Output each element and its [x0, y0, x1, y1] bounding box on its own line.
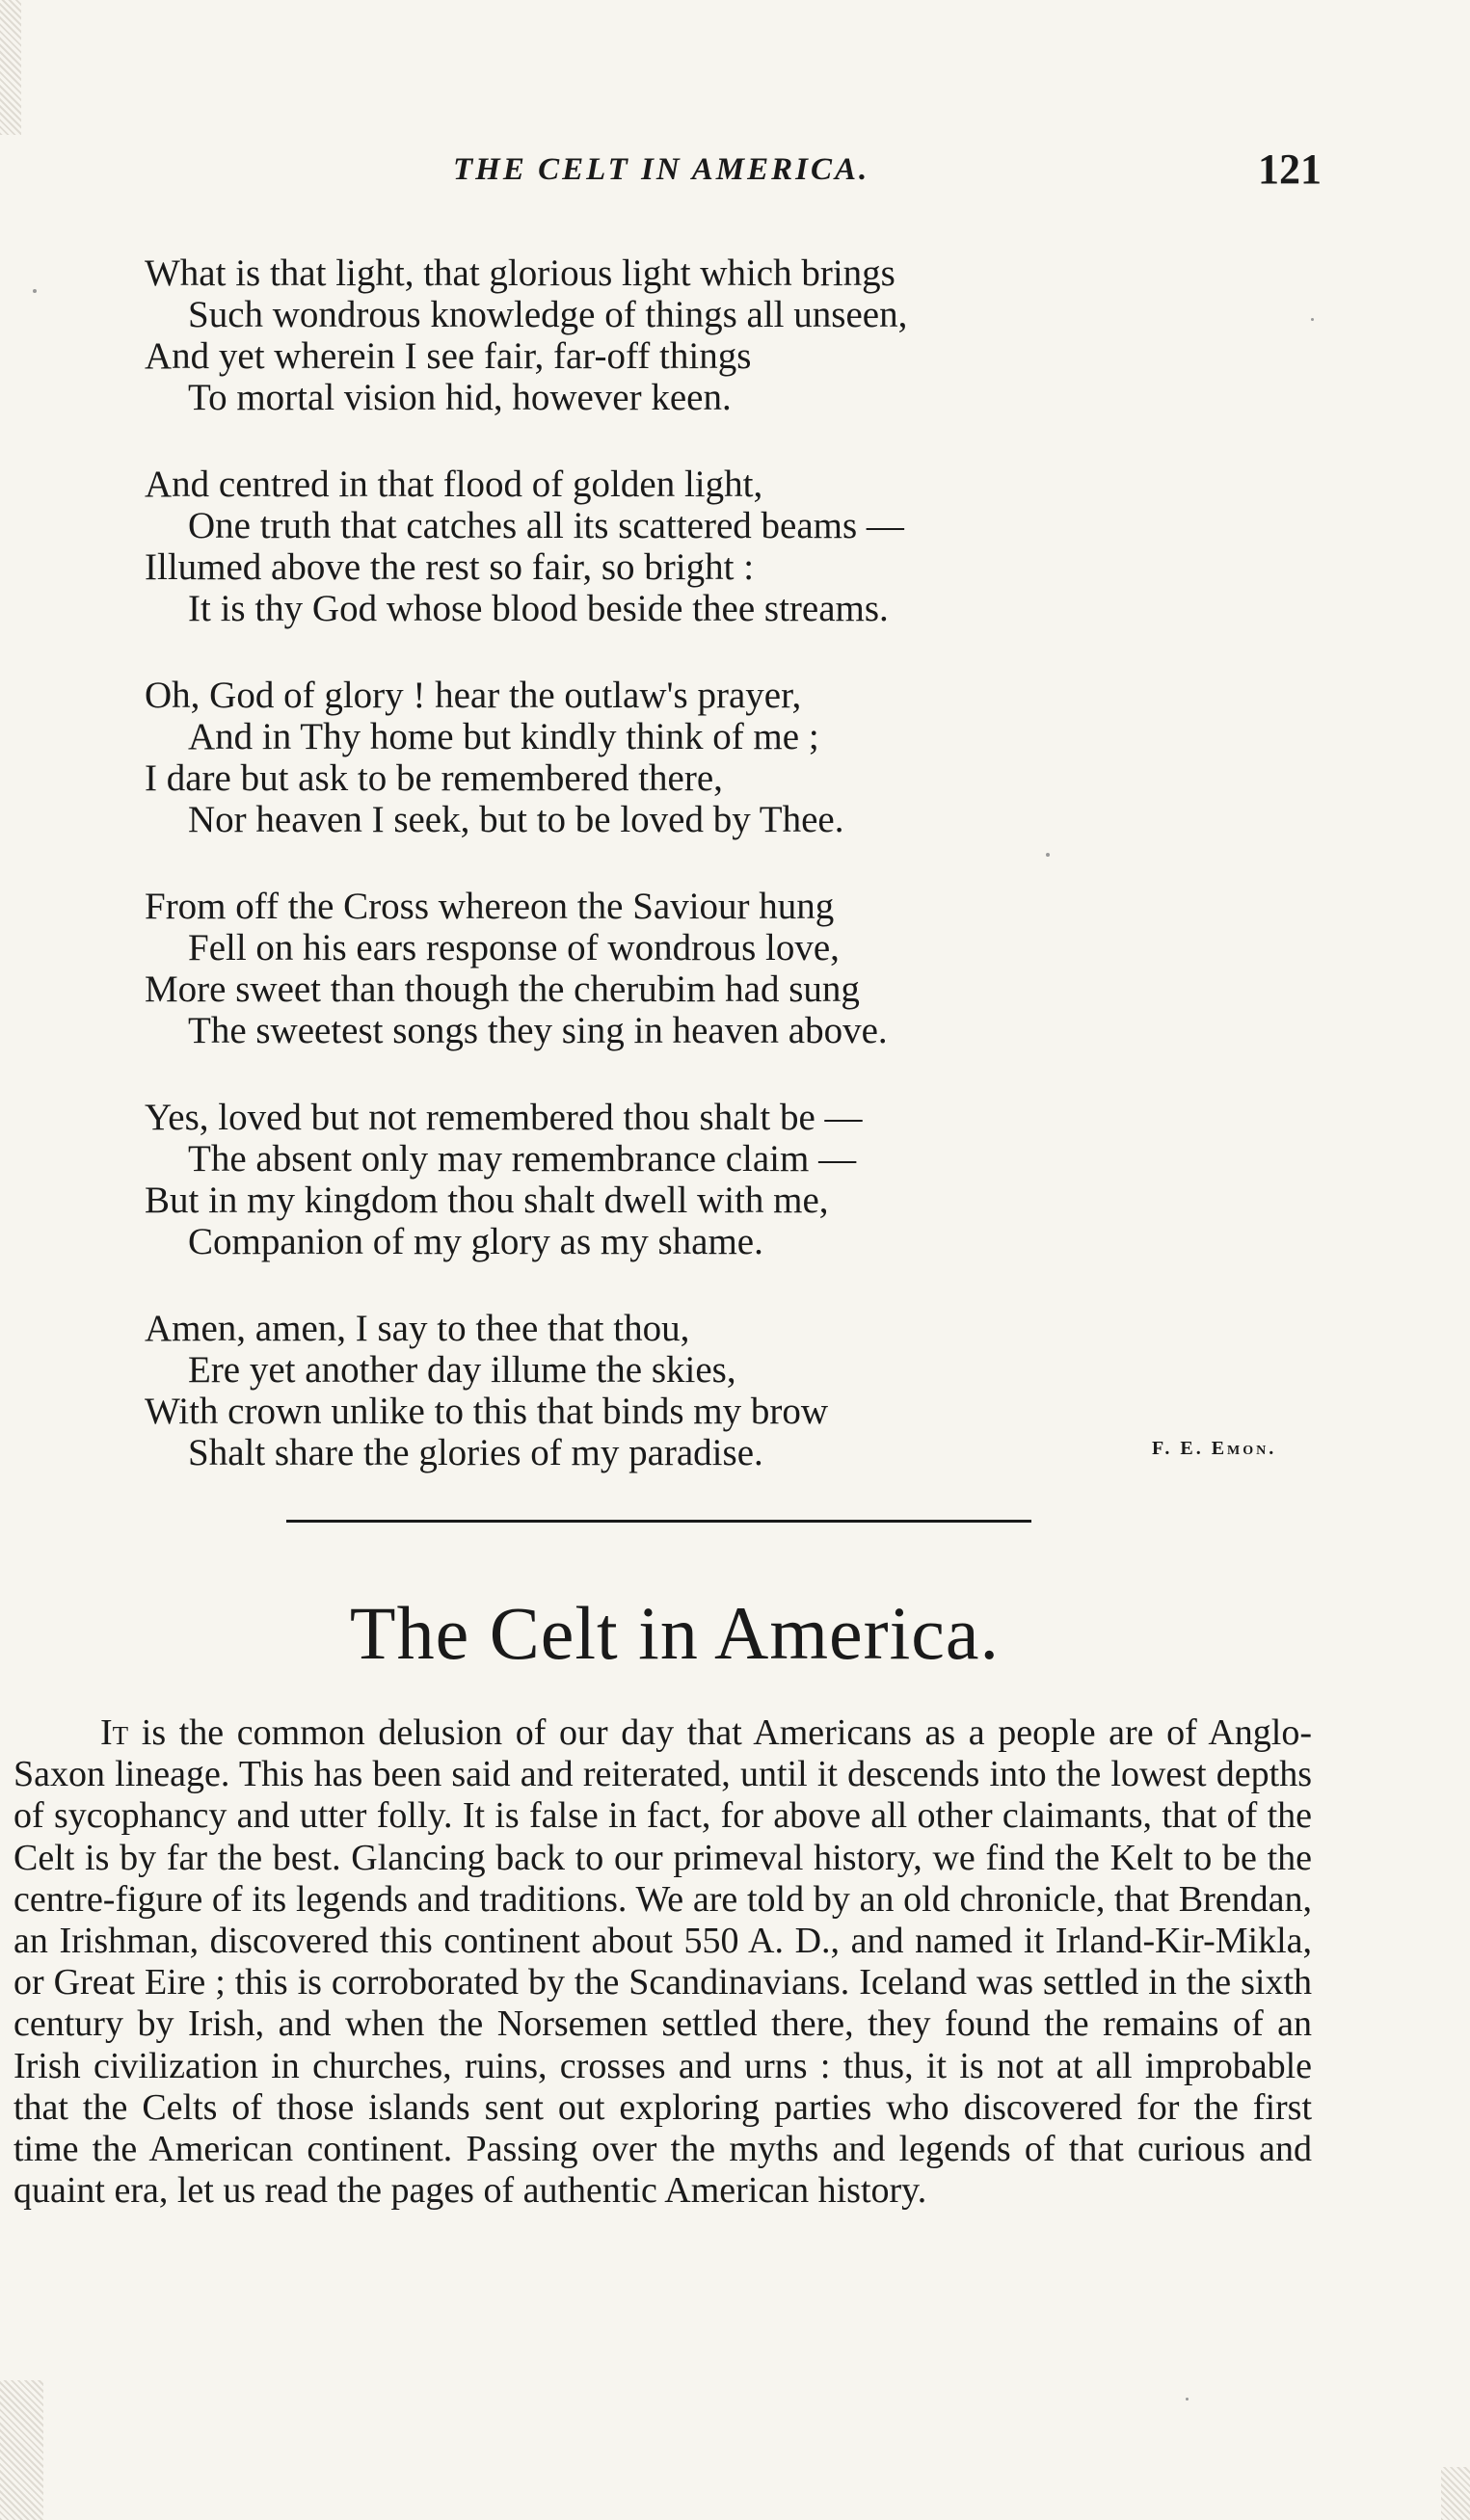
poem-stanza-1: [145, 252, 1109, 418]
poem-line: One truth that catches all its scattered beams —: [188, 505, 904, 546]
poem-line: What is that light, that glorious light which brings: [145, 252, 895, 294]
article-paragraph: is the common delusion of our day that Americans as a people are of Anglo-Saxon lineage. This has been said and reiterated, until it descends into the lowest depths of sycophancy and utter folly. It is false in fact, for above all other claimants, that of the Celt is by far the best. Glancing back to our primeval history, we find the Kelt to be the centre-figure of its legends and traditions. We are told by an old chronicle, that Brendan, an Irishman, discovered this continent about 550 A. D., and named it Irland-Kir-Mikla, or Great Eire ; this is corroborated by the Scandinavians. Iceland was settled in the sixth century by Irish, and when the Norsemen settled there, they found the remains of an Irish civilization in churches, ruins, crosses and urns : thus, it is not at all improbable that the Celts of those islands sent out exploring parties who discovered for the first time the American continent. Passing over the myths and legends of that curious and quaint era, let us read the pages of authentic American history.: [13, 1712, 1313, 2212]
poem-stanza-6: [145, 1308, 1109, 1473]
poem-line: And centred in that flood of golden light,: [145, 464, 763, 505]
poem-line: But in my kingdom thou shalt dwell with me,: [145, 1180, 829, 1221]
ink-speck: [1186, 2398, 1189, 2401]
poem-line: To mortal vision hid, however keen.: [188, 377, 732, 418]
section-divider: [286, 1520, 1031, 1523]
poem-line: Fell on his ears response of wondrous love,: [188, 927, 840, 968]
poem-stanza-3: [145, 675, 1109, 840]
poem-stanza-5: [145, 1097, 1109, 1262]
poem-line: The absent only may remembrance claim —: [188, 1138, 857, 1180]
poem-line: With crown unlike to this that binds my brow: [145, 1391, 829, 1432]
poem-signature: F. E. Emon.: [1152, 1438, 1277, 1459]
article-initial-word: It: [100, 1712, 129, 1753]
running-title: THE CELT IN AMERICA.: [453, 152, 870, 187]
poem-line: Companion of my glory as my shame.: [188, 1221, 763, 1262]
page-edge-wear-top-left: [0, 0, 21, 135]
poem-line: Illumed above the rest so fair, so bright :: [145, 546, 755, 588]
poem-line: I dare but ask to be remembered there,: [145, 757, 723, 799]
poem-stanza-2: [145, 464, 1109, 629]
poem-line: Amen, amen, I say to thee that thou,: [145, 1308, 690, 1349]
poem: [145, 252, 1109, 1519]
poem-line: Shalt share the glories of my paradise.: [188, 1432, 763, 1473]
article-body: [13, 1712, 1312, 2212]
poem-line: And in Thy home but kindly think of me ;: [188, 716, 819, 757]
article-title: The Celt in America.: [349, 1591, 1001, 1675]
poem-line: Oh, God of glory ! hear the outlaw's prayer,: [145, 675, 802, 716]
poem-line: From off the Cross whereon the Saviour hung: [145, 886, 835, 927]
page-edge-wear-bottom-right: [1441, 2467, 1470, 2520]
page-number: 121: [1258, 146, 1322, 193]
poem-line: It is thy God whose blood beside thee streams.: [188, 588, 889, 629]
poem-line: The sweetest songs they sing in heaven above.: [188, 1010, 888, 1051]
poem-line: Such wondrous knowledge of things all unseen,: [188, 294, 908, 335]
ink-speck: [33, 289, 37, 293]
ink-speck: [1311, 318, 1314, 321]
poem-line: Yes, loved but not remembered thou shalt be —: [145, 1097, 863, 1138]
poem-line: More sweet than though the cherubim had sung: [145, 968, 860, 1010]
poem-stanza-4: [145, 886, 1109, 1051]
poem-line: And yet wherein I see fair, far-off things: [145, 335, 752, 377]
poem-line: Ere yet another day illume the skies,: [188, 1349, 736, 1391]
page-edge-wear-bottom-left: [0, 2380, 43, 2520]
poem-line: Nor heaven I seek, but to be loved by Thee.: [188, 799, 844, 840]
